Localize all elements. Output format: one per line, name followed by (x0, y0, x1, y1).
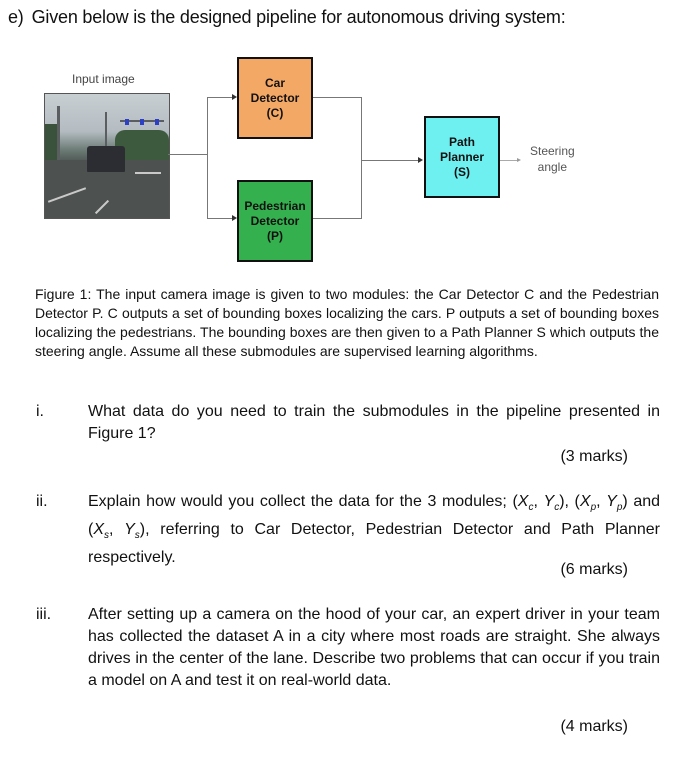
question-label: e) (8, 7, 24, 27)
image-crosswalk (135, 172, 161, 174)
path-planner-symbol: (S) (453, 164, 470, 179)
text-segment: Explain how would you collect the data for the 3 modules; ( (88, 493, 518, 510)
text-segment: , (596, 493, 607, 510)
var-subscript: c (554, 502, 560, 514)
pedestrian-detector-box (237, 180, 313, 262)
question-number: iii. (36, 606, 52, 623)
pedestrian-detector-label: Pedestrian (244, 198, 306, 213)
image-traffic-light (155, 119, 159, 125)
connector-line (500, 160, 518, 161)
marks-label: (6 marks) (560, 561, 628, 578)
input-image-label: Input image (72, 72, 135, 86)
connector-line (207, 97, 208, 218)
var-subscript: p (616, 502, 623, 514)
connector-line (168, 154, 208, 155)
question-ii (36, 491, 660, 569)
text-segment: ), referring to Car Detector, Pedestrian Detector and Path Planner respectively. (88, 521, 661, 567)
text-segment: , (109, 521, 125, 539)
text-segment: ), ( (559, 493, 580, 510)
pedestrian-detector-symbol: (P) (266, 228, 283, 243)
input-camera-image (44, 93, 170, 219)
connector-line (313, 97, 361, 98)
image-pole (57, 106, 60, 166)
output-label: angle (537, 160, 568, 174)
arrow-head-icon (517, 158, 521, 162)
image-traffic-light (125, 119, 129, 125)
car-detector-label: Detector (250, 90, 300, 105)
question-number: i. (36, 403, 44, 420)
var-y: Y (543, 493, 555, 510)
question-text: After setting up a camera on the hood of your car, an expert driver in your team has collected the dataset A in a city where most roads are straight. She always drives in the center of the lane. Describe two problems that can occur if you train a model on A and test it on real-world data. (88, 606, 660, 689)
question-text (88, 491, 660, 569)
var-x: X (93, 521, 104, 539)
path-planner-label: Planner (439, 149, 484, 164)
question-text: What data do you need to train the submodules in the pipeline presented in Figure 1? (88, 403, 660, 442)
question-heading-text: Given below is the designed pipeline for autonomous driving system: (31, 7, 566, 27)
connector-line (313, 218, 361, 219)
text-segment: , (533, 493, 544, 510)
output-label: Steering (530, 144, 575, 158)
question-iii (36, 604, 660, 692)
car-detector-label: Car (264, 75, 285, 90)
marks-label: (4 marks) (560, 718, 628, 735)
var-x: X (517, 493, 529, 510)
connector-line (207, 97, 233, 98)
connector-line (361, 97, 362, 219)
pipeline-diagram (0, 0, 683, 270)
marks-label: (3 marks) (560, 448, 628, 465)
var-x: X (579, 493, 591, 510)
pedestrian-detector-label: Detector (250, 213, 300, 228)
steering-angle-output (530, 143, 575, 175)
image-truck (87, 146, 125, 172)
figure-caption: Figure 1: The input camera image is given to two modules: the Car Detector C and the Pedestrian Detector P. C outputs a set of bounding boxes localizing the cars. P outputs a set of bounding boxes localizing the pedestrians. The bounding boxes are then given to a Path Planner S which outputs the steering angle. Assume all these submodules are supervised learning algorithms. (35, 286, 659, 359)
connector-line (207, 218, 233, 219)
var-y: Y (124, 521, 135, 539)
question-i (36, 401, 660, 445)
var-subscript: p (590, 502, 597, 514)
var-subscript: c (528, 502, 534, 514)
car-detector-box (237, 57, 313, 139)
path-planner-box (424, 116, 500, 198)
path-planner-label: Path (448, 134, 475, 149)
image-traffic-light (140, 119, 144, 125)
var-y: Y (606, 493, 617, 510)
arrow-head-icon (418, 157, 423, 163)
text-segment: ) and ( (88, 493, 661, 539)
connector-line (361, 160, 419, 161)
var-subscript: s (134, 530, 140, 542)
var-subscript: s (104, 530, 109, 542)
car-detector-symbol: (C) (266, 105, 284, 120)
question-number: ii. (36, 493, 48, 510)
